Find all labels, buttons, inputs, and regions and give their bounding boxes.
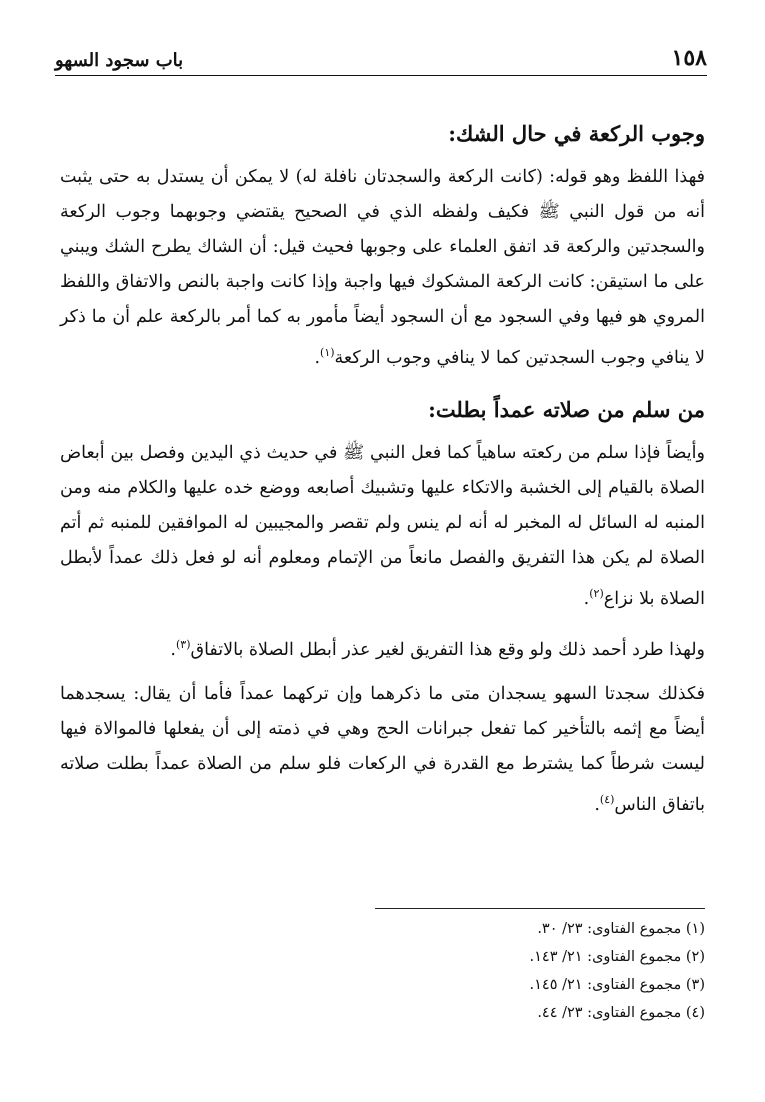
paragraph-text: فكذلك سجدتا السهو يسجدان متى ما ذكرهما وإن تركهما عمداً فأما أن يقال: يسجدهما أيضاً مع إثمه بالتأخير كما تفعل جبرانات الحج وهي في ذمته إلى أن يفعلها فالموالاة فيها ليست شرطاً كما يشترط مع القدرة في الركعات فلو سلم من الصلاة عمداً بطلت صلاته باتفاق الناس (60, 684, 705, 816)
paragraph-end: . (170, 639, 176, 660)
paragraph-text: وأيضاً فإذا سلم من ركعته ساهياً كما فعل النبي ﷺ في حديث ذي اليدين وفصل بين أبعاض الصلاة بالقيام إلى الخشبة والاتكاء عليها وتشبيك أصابعه ووضع خده عليها والكلام منه ومن المنبه له السائل له المخبر له أنه لم ينس ولم تقصر والمجيبين له الموافقين للمنبه ثم أتم الصلاة لم يكن هذا التفريق والفصل مانعاً من الإتمام ومعلوم أنه لو فعل ذلك عمداً لأبطل الصلاة بلا نزاع (60, 442, 705, 609)
footnote-item: (٣) مجموع الفتاوى: ٢١/ ١٤٥. (529, 977, 705, 993)
footnote-ref[interactable]: (٢) (589, 586, 604, 600)
paragraph (60, 436, 705, 617)
footnote-item: (١) مجموع الفتاوى: ٢٣/ ٣٠. (537, 921, 705, 937)
section-heading: وجوب الركعة في حال الشك: (448, 121, 705, 146)
paragraph (60, 160, 705, 376)
paragraph-end: . (314, 347, 321, 368)
section-heading: من سلم من صلاته عمداً بطلت: (428, 396, 705, 422)
footnotes (375, 908, 705, 1027)
paragraph-text: فهذا اللفظ وهو قوله: (كانت الركعة والسجدتان نافلة له) لا يمكن أن يستدل به حتى يثبت أنه من قول النبي ﷺ فكيف ولفظه الذي في الصحيح يقتضي وجوبهما وجوب الركعة والسجدتين والركعة قد اتفق العلماء على وجوبها فحيث قيل: أن الشاك يطرح الشك ويبني على ما استيقن: كانت الركعة المشكوك فيها واجبة وإذا كانت واجبة بالنص والاتفاق واللفظ المروي هو فيها وفي السجود مع أن السجود أيضاً مأمور به كما أمر بالركعة علم أن ما ذكر لا ينافي وجوب السجدتين كما لا ينافي وجوب الركعة (60, 167, 705, 368)
footnote-item: (٢) مجموع الفتاوى: ٢١/ ١٤٣. (529, 949, 705, 965)
footnote-ref[interactable]: (٤) (599, 793, 615, 807)
footnote-ref[interactable]: (١) (320, 346, 335, 359)
page-number: ١٥٨ (671, 45, 707, 71)
paragraph-text: ولهذا طرد أحمد ذلك ولو وقع هذا التفريق لغير عذر أبطل الصلاة بالاتفاق (190, 639, 705, 660)
main-content (60, 100, 705, 833)
paragraph (60, 627, 705, 668)
paragraph (60, 677, 705, 823)
paragraph-end: . (594, 795, 600, 816)
paragraph-end: . (583, 588, 590, 609)
footnote-ref[interactable]: (٣) (175, 637, 191, 651)
page-header (55, 42, 707, 76)
running-title: باب سجود السهو (55, 50, 184, 71)
footnote-item: (٤) مجموع الفتاوى: ٢٣/ ٤٤. (537, 1005, 705, 1021)
